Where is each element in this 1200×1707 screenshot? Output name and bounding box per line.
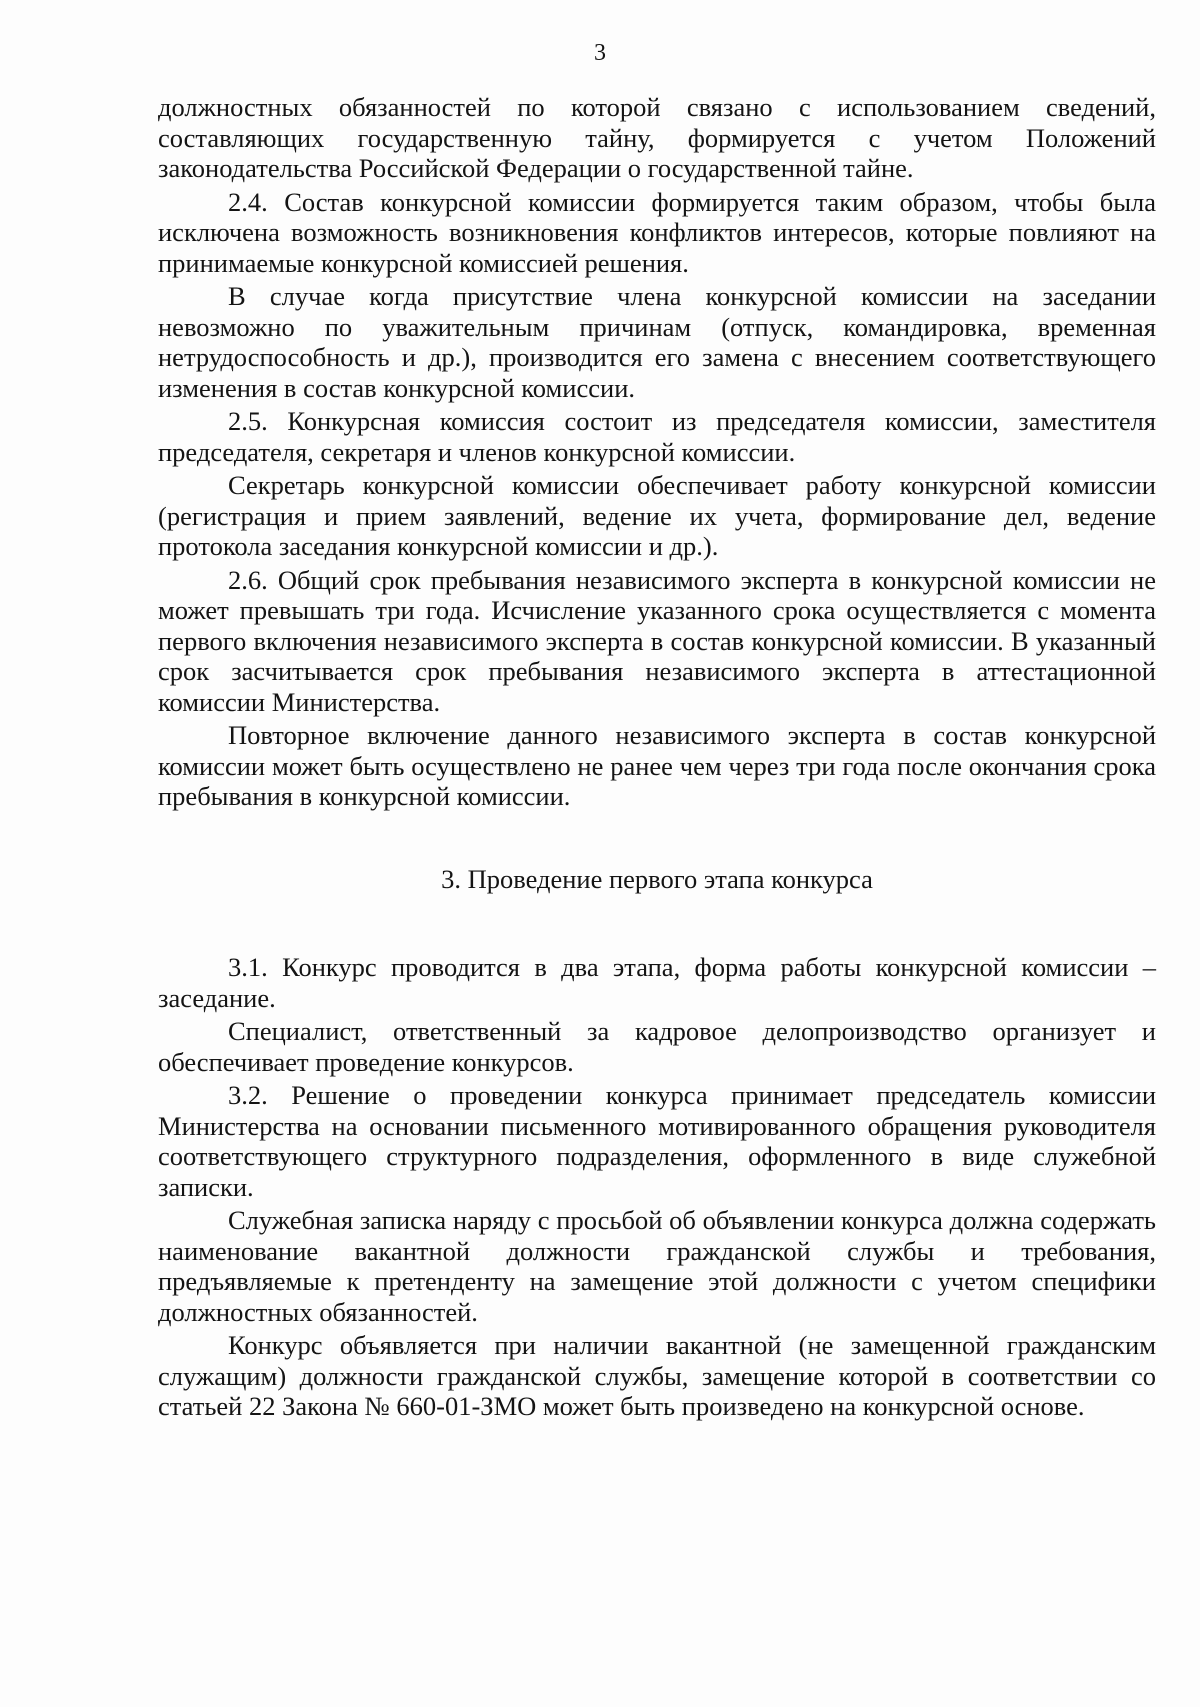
section-heading: 3. Проведение первого этапа конкурса: [441, 863, 873, 894]
paragraph-3-1: 3.1. Конкурс проводится в два этапа, форма работы конкурсной комиссии – заседание.: [158, 952, 1156, 1013]
paragraph-continuation: должностных обязанностей по которой связано с использованием сведений, составляющих государственную тайну, формируется с учетом Положений законодательства Российской Федерации о государственной тайне.: [158, 92, 1156, 183]
paragraph-secretary: Секретарь конкурсной комиссии обеспечивает работу конкурсной комиссии (регистрация и прием заявлений, ведение их учета, формирование дел, ведение протокола заседания конкурсной комиссии и др.).: [158, 470, 1156, 561]
paragraph-memo: Служебная записка наряду с просьбой об объявлении конкурса должна содержать наименование вакантной должности гражданской службы и требования, предъявляемые к претенденту на замещение этой должности с учетом специфики должностных обязанностей.: [158, 1205, 1156, 1327]
paragraph-2-5: 2.5. Конкурсная комиссия состоит из председателя комиссии, заместителя председателя, секретаря и членов конкурсной комиссии.: [158, 406, 1156, 467]
paragraph-2-4: 2.4. Состав конкурсной комиссии формируется таким образом, чтобы была исключена возможность возникновения конфликтов интересов, которые повлияют на принимаемые конкурсной комиссией решения.: [158, 186, 1156, 278]
paragraph-member-replacement: В случае когда присутствие члена конкурсной комиссии на заседании невозможно по уважительным причинам (отпуск, командировка, временная нетрудоспособность и др.), производится его замена с внесением соответствующего изменения в состав конкурсной комиссии.: [158, 281, 1156, 403]
page-number: 3: [594, 40, 606, 66]
paragraph-repeat-inclusion: Повторное включение данного независимого эксперта в состав конкурсной комиссии может быть осуществлено не ранее чем через три года после окончания срока пребывания в конкурсной комиссии.: [158, 720, 1156, 811]
paragraph-3-2: 3.2. Решение о проведении конкурса принимает председатель комиссии Министерства на основании письменного мотивированного обращения руководителя соответствующего структурного подразделения, оформленного в виде служебной записки.: [158, 1080, 1156, 1202]
paragraph-announcement: Конкурс объявляется при наличии вакантной (не замещенной гражданским служащим) должности гражданской службы, замещение которой в соответствии со статьей 22 Закона № 660-01-ЗМО может быть произведено на конкурсной основе.: [158, 1330, 1156, 1421]
paragraph-hr-specialist: Специалист, ответственный за кадровое делопроизводство организует и обеспечивает проведение конкурсов.: [158, 1016, 1156, 1077]
paragraph-2-6: 2.6. Общий срок пребывания независимого эксперта в конкурсной комиссии не может превышать три года. Исчисление указанного срока осуществляется с момента первого включения независимого эксперта в состав конкурсной комиссии. В указанный срок засчитывается срок пребывания независимого эксперта в аттестационной комиссии Министерства.: [158, 564, 1156, 717]
document-body: [158, 92, 1156, 1422]
